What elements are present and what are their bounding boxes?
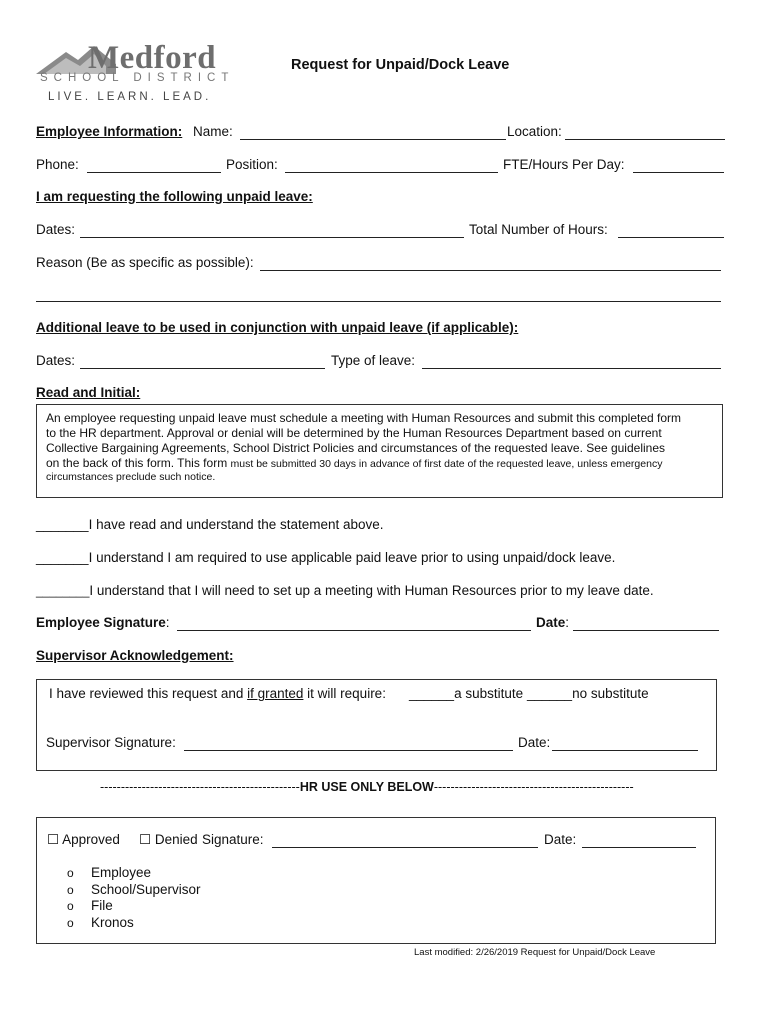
policy-line-4a: on the back of this form. This form [46, 456, 231, 470]
bullet-icon: o [67, 866, 74, 880]
employee-date-text: Date [536, 615, 566, 630]
denied-label: Denied [154, 832, 198, 847]
supervisor-text-b: if granted [247, 686, 304, 701]
initial-blank-1[interactable]: _______ [36, 517, 89, 532]
no-substitute-label: no substitute [572, 686, 649, 701]
approved-label: Approved [62, 832, 120, 847]
name-label: Name: [193, 124, 233, 139]
read-initial-heading: Read and Initial: [36, 385, 141, 400]
hr-signature-field[interactable] [272, 847, 538, 848]
policy-line-1: An employee requesting unpaid leave must schedule a meeting with Human Resources and submit this completed form [46, 411, 682, 425]
reason-field-2[interactable] [36, 301, 721, 302]
ack-text-1: I have read and understand the statement above. [88, 517, 384, 532]
employee-signature-text: Employee Signature [36, 615, 166, 630]
total-hours-label: Total Number of Hours: [469, 222, 608, 237]
logo-district: SCHOOL DISTRICT [40, 72, 235, 84]
supervisor-date-field[interactable] [552, 750, 698, 751]
supervisor-heading: Supervisor Acknowledgement: [36, 648, 234, 663]
type-of-leave-label: Type of leave: [331, 353, 416, 368]
employee-date-label [536, 615, 569, 630]
bullet-icon: o [67, 882, 74, 897]
hr-dashes-right: ------------------------------------------------ [433, 780, 634, 794]
denied-option[interactable] [139, 832, 198, 848]
distribution-item [67, 865, 201, 882]
substitute-option [409, 686, 523, 701]
total-hours-field[interactable] [618, 237, 724, 238]
additional-dates-label: Dates: [36, 353, 76, 368]
position-field[interactable] [285, 172, 498, 173]
hr-date-label: Date: [544, 832, 577, 847]
fte-label: FTE/Hours Per Day: [503, 157, 625, 172]
bullet-icon: o [67, 899, 74, 913]
district-logo [36, 40, 236, 106]
supervisor-text-a: I have reviewed this request and [49, 686, 248, 701]
location-label: Location: [507, 124, 562, 139]
substitute-blank[interactable]: ______ [409, 686, 455, 701]
hr-dashes-left: ------------------------------------------------ [100, 780, 300, 794]
logo-name: Medford [88, 40, 217, 76]
approved-checkbox-icon[interactable]: ☐ [47, 832, 60, 847]
initial-blank-2[interactable]: _______ [36, 550, 89, 565]
supervisor-box [36, 679, 717, 771]
name-field[interactable] [240, 139, 506, 140]
reason-field-1[interactable] [260, 270, 721, 271]
distribution-label: Kronos [91, 914, 134, 930]
policy-line-5: circumstances preclude such notice. [46, 471, 216, 483]
no-substitute-option [527, 686, 649, 701]
distribution-label: File [91, 898, 113, 913]
policy-statement-box [36, 404, 723, 498]
distribution-label: School/Supervisor [91, 881, 201, 897]
employee-date-field[interactable] [573, 630, 719, 631]
unpaid-leave-heading: I am requesting the following unpaid leave: [36, 189, 313, 204]
supervisor-text-c: it will require: [303, 686, 386, 701]
approved-option[interactable] [47, 832, 120, 848]
distribution-item [67, 882, 201, 899]
policy-line-4b: must be submitted 30 days in advance of first date of the requested leave, unless emergency [230, 458, 663, 470]
denied-checkbox-icon[interactable]: ☐ [139, 832, 152, 847]
employee-signature-field[interactable] [177, 630, 531, 631]
page-title: Request for Unpaid/Dock Leave [291, 57, 510, 73]
no-substitute-blank[interactable]: ______ [527, 686, 573, 701]
employee-signature-label [36, 615, 170, 630]
supervisor-statement [49, 686, 386, 701]
reason-label: Reason (Be as specific as possible): [36, 255, 254, 270]
hr-signature-label: Signature: [202, 832, 264, 847]
policy-line-2: to the HR department. Approval or denial will be determined by the Human Resources Department based on current [46, 426, 662, 440]
logo-tagline: LIVE. LEARN. LEAD. [48, 91, 212, 103]
position-label: Position: [226, 157, 278, 172]
unpaid-dates-label: Dates: [36, 222, 76, 237]
hr-heading: HR USE ONLY BELOW [299, 780, 434, 794]
ack-text-2: I understand I am required to use applicable paid leave prior to using unpaid/dock leave. [88, 550, 616, 565]
footer: Last modified: 2/26/2019 Request for Unpaid/Dock Leave [414, 947, 656, 958]
ack-row-3 [36, 583, 654, 598]
employee-signature-colon: : [165, 615, 170, 630]
substitute-label: a substitute [454, 686, 524, 701]
phone-label: Phone: [36, 157, 79, 172]
policy-line-4 [46, 456, 662, 470]
type-of-leave-field[interactable] [422, 368, 721, 369]
location-field[interactable] [565, 139, 725, 140]
supervisor-signature-field[interactable] [184, 750, 513, 751]
hr-divider [100, 780, 634, 794]
hr-date-field[interactable] [582, 847, 696, 848]
distribution-item [67, 915, 201, 932]
ack-text-3: I understand that I will need to set up a meeting with Human Resources prior to my leave date. [89, 583, 654, 598]
phone-field[interactable] [87, 172, 221, 173]
ack-row-1 [36, 517, 384, 532]
policy-line-3: Collective Bargaining Agreements, School District Policies and circumstances of the requested leave. See guidelines [46, 441, 665, 455]
ack-row-2 [36, 550, 615, 565]
bullet-icon: o [67, 915, 74, 930]
employee-info-heading: Employee Information: [36, 124, 183, 139]
additional-leave-heading: Additional leave to be used in conjunction with unpaid leave (if applicable): [36, 320, 519, 335]
employee-date-colon: : [565, 615, 570, 630]
fte-field[interactable] [633, 172, 724, 173]
initial-blank-3[interactable]: ________ [36, 584, 90, 598]
supervisor-signature-label: Supervisor Signature: [46, 735, 176, 750]
supervisor-date-label: Date: [518, 735, 551, 750]
additional-dates-field[interactable] [80, 368, 325, 369]
distribution-label: Employee [91, 865, 152, 880]
distribution-list [67, 865, 201, 931]
unpaid-dates-field[interactable] [80, 237, 464, 238]
hr-box [36, 817, 716, 944]
distribution-item [67, 898, 201, 915]
